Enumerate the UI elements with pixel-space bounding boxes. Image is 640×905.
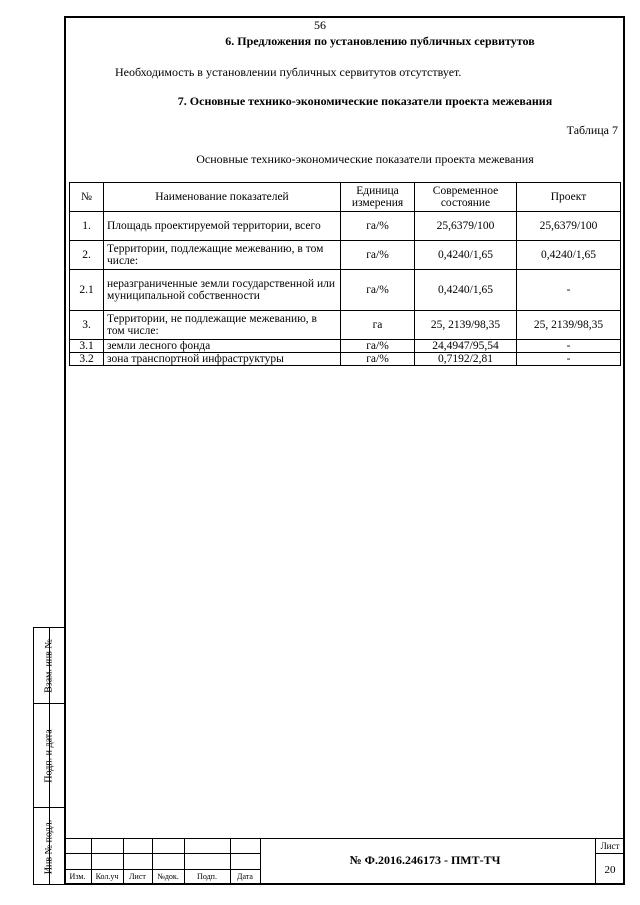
section-6-text: Необходимость в установлении публичных сервитутов отсутствует. — [115, 65, 462, 79]
cell-current: 24,4947/95,54 — [415, 340, 517, 353]
cell-unit: га/% — [341, 270, 415, 311]
table-number: Таблица 7 — [566, 123, 618, 137]
cell-num: 3.2 — [70, 353, 104, 366]
cell-num: 2.1 — [70, 270, 104, 311]
cell-project: - — [517, 340, 621, 353]
cell-unit: га/% — [341, 340, 415, 353]
side-cell-podp — [34, 704, 64, 808]
table-row — [70, 353, 621, 366]
cell-current: 25,6379/100 — [415, 212, 517, 241]
page-frame — [64, 16, 625, 885]
stamp-label-list: Лист — [129, 872, 146, 881]
cell-num: 3. — [70, 311, 104, 340]
table-title: Основные технико-экономические показатели проекта межевания — [196, 152, 534, 166]
cell-current: 0,4240/1,65 — [415, 270, 517, 311]
cell-num: 3.1 — [70, 340, 104, 353]
sheet-label: Лист — [600, 841, 620, 851]
document-code: № Ф.2016.246173 - ПМТ-ТЧ — [349, 853, 501, 867]
header-unit: Единица измерения — [341, 183, 415, 212]
section-6-heading: 6. Предложения по установлению публичных сервитутов — [225, 34, 535, 48]
header-project: Проект — [517, 183, 621, 212]
cell-name: земли лесного фонда — [104, 340, 341, 353]
stamp-label-izm: Изм. — [69, 872, 86, 881]
stamp-label-koluch: Кол.уч — [95, 872, 119, 881]
cell-name: зона транспортной инфраструктуры — [104, 353, 341, 366]
header-num: № — [70, 183, 104, 212]
cell-name: Территории, подлежащие межеванию, в том числе: — [104, 241, 341, 270]
header-name: Наименование показателей — [104, 183, 341, 212]
side-cell-vzam — [34, 628, 64, 704]
header-current: Современное состояние — [415, 183, 517, 212]
table-row — [70, 340, 621, 353]
table-row — [70, 270, 621, 311]
cell-current: 0,4240/1,65 — [415, 241, 517, 270]
cell-name: Территории, не подлежащие межеванию, в том числе: — [104, 311, 341, 340]
stamp-label-ndok: №док. — [157, 872, 179, 881]
table-header-row — [70, 183, 621, 212]
table-row — [70, 212, 621, 241]
cell-name: Площадь проектируемой территории, всего — [104, 212, 341, 241]
sheet-number: 20 — [604, 864, 616, 876]
indicators-table — [69, 182, 621, 366]
cell-project: 0,4240/1,65 — [517, 241, 621, 270]
table-row — [70, 311, 621, 340]
cell-current: 0,7192/2,81 — [415, 353, 517, 366]
cell-current: 25, 2139/98,35 — [415, 311, 517, 340]
stamp-label-data: Дата — [237, 872, 253, 881]
stamp-label-podp: Подп. — [197, 872, 217, 881]
cell-project: - — [517, 353, 621, 366]
cell-project: 25, 2139/98,35 — [517, 311, 621, 340]
cell-name: неразграниченные земли государственной или муниципальной собственности — [104, 270, 341, 311]
side-label-podp: Подп. и дата — [43, 728, 55, 783]
cell-unit: га/% — [341, 241, 415, 270]
side-label-vzam: Взам. инв № — [43, 638, 55, 693]
title-block — [64, 838, 625, 885]
cell-unit: га — [341, 311, 415, 340]
cell-num: 1. — [70, 212, 104, 241]
cell-project: - — [517, 270, 621, 311]
side-stamp — [33, 627, 64, 885]
side-label-inv: Инв № подл. — [43, 819, 55, 874]
cell-num: 2. — [70, 241, 104, 270]
cell-unit: га/% — [341, 212, 415, 241]
side-cell-inv — [34, 808, 64, 885]
cell-unit: га/% — [341, 353, 415, 366]
page-number: 56 — [314, 18, 326, 32]
cell-project: 25,6379/100 — [517, 212, 621, 241]
table-row — [70, 241, 621, 270]
section-7-heading: 7. Основные технико-экономические показатели проекта межевания — [177, 94, 553, 108]
